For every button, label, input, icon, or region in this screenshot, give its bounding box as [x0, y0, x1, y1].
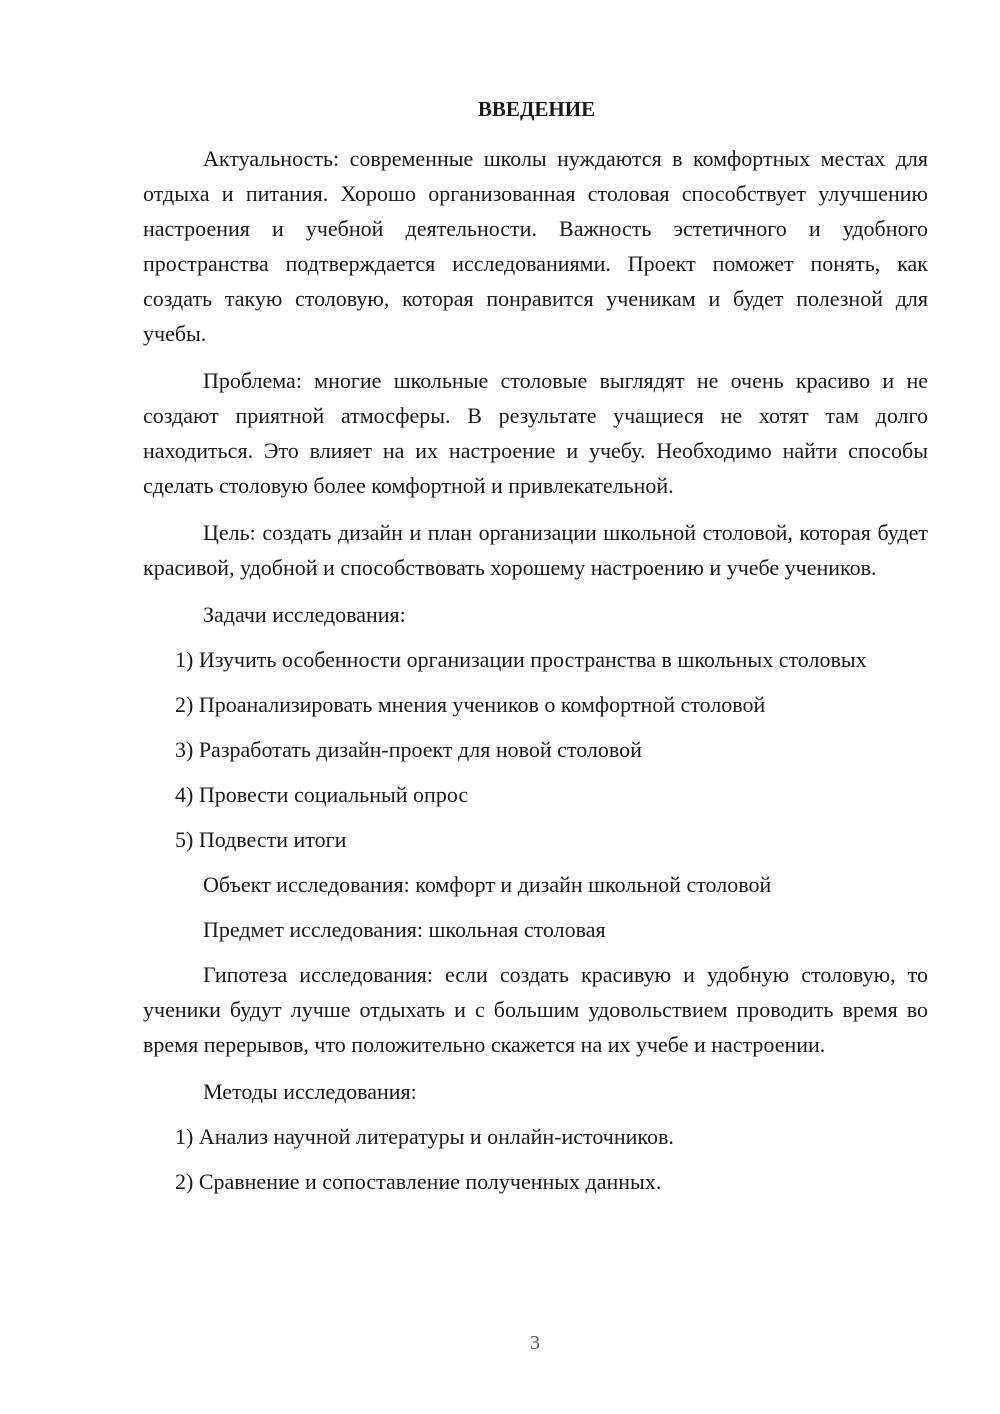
- problem-paragraph: Проблема: многие школьные столовые выглядят не очень красиво и не создают приятной атмосферы. В результате учащиеся не хотят там долго находиться. Это влияет на их настроение и учебу. Необходимо найти способы сделать столовую более комфортной и привлекательной.: [143, 368, 928, 498]
- section-title: ВВЕДЕНИЕ: [477, 97, 596, 121]
- list-item: 1) Изучить особенности организации пространства в школьных столовых: [175, 647, 867, 672]
- hypothesis-paragraph: Гипотеза исследования: если создать красивую и удобную столовую, то ученики будут лучше отдыхать и с большим удовольствием проводить время во время перерывов, что положительно скажется на их учебе и настроении.: [143, 962, 928, 1057]
- list-item: 2) Проанализировать мнения учеников о комфортной столовой: [175, 692, 766, 717]
- tasks-list: [143, 642, 928, 857]
- methods-list: [143, 1119, 928, 1199]
- goal-paragraph: Цель: создать дизайн и план организации школьной столовой, которая будет красивой, удобной и способствовать хорошему настроению и учебе учеников.: [143, 520, 928, 580]
- methods-heading: Методы исследования:: [203, 1079, 417, 1104]
- page-number: 3: [530, 1332, 540, 1354]
- relevance-paragraph: Актуальность: современные школы нуждаются в комфортных местах для отдыха и питания. Хорошо организованная столовая способствует улучшению настроения и учебной деятельности. Важность эстетичного и удобного пространства подтверждается исследованиями. Проект поможет понять, как создать такую столовую, которая понравится ученикам и будет полезной для учебы.: [143, 146, 928, 346]
- list-item: 3) Разработать дизайн-проект для новой столовой: [175, 737, 642, 762]
- list-item: 2) Сравнение и сопоставление полученных данных.: [175, 1169, 662, 1194]
- document-page: [143, 92, 928, 1209]
- list-item: 5) Подвести итоги: [175, 827, 347, 852]
- list-item: 4) Провести социальный опрос: [175, 782, 469, 807]
- tasks-heading: Задачи исследования:: [203, 602, 406, 627]
- list-item: 1) Анализ научной литературы и онлайн-источников.: [175, 1124, 674, 1149]
- object-paragraph: Объект исследования: комфорт и дизайн школьной столовой: [203, 872, 772, 897]
- subject-paragraph: Предмет исследования: школьная столовая: [203, 917, 606, 942]
